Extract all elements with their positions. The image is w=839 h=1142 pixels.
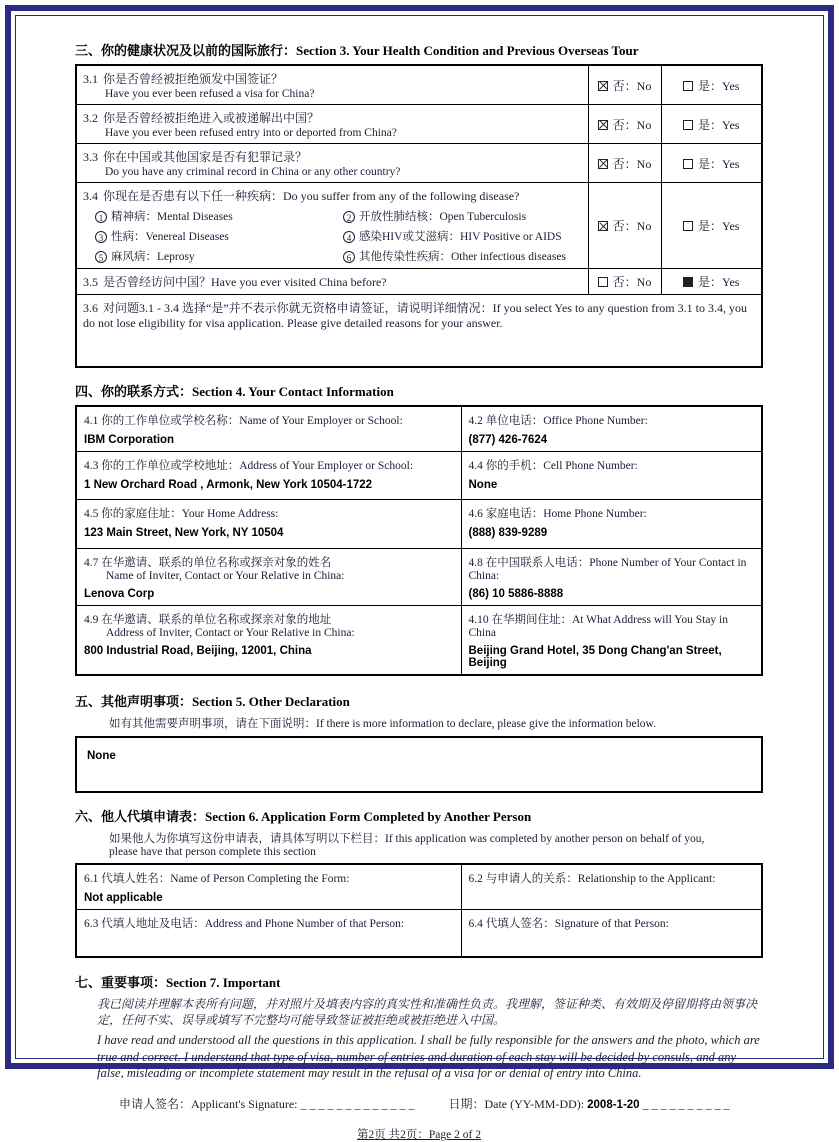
field-preparer-relationship xyxy=(461,864,762,910)
circled-number-icon: 2 xyxy=(343,211,355,223)
disease-label: 开放性肺结核：Open Tuberculosis xyxy=(359,211,527,223)
field-employer-address xyxy=(76,451,461,499)
field-preparer-name xyxy=(76,864,461,910)
section6-note-line1: 如果他人为你填写这份申请表，请具体写明以下栏目：If this application was completed by another person on behalf of you, xyxy=(109,832,705,845)
yes-label: 是：Yes xyxy=(698,156,740,171)
visa-form-page2 xyxy=(75,40,763,1142)
field-label: 6.1 代填人姓名：Name of Person Completing the Form: xyxy=(84,872,350,885)
field-label: 4.2 单位电话：Office Phone Number: xyxy=(468,414,648,427)
question-row-3-6 xyxy=(76,295,762,367)
question-text-en: Have you ever been refused a visa for China? xyxy=(105,88,315,100)
field-label: 4.10 在华期间住址：At What Address will You Stay in China xyxy=(468,613,729,639)
yes-label: 是：Yes xyxy=(698,275,740,289)
section5-note: 如有其他需要声明事项，请在下面说明：If there is more information to declare, please give the information below. xyxy=(109,717,656,730)
field-china-contact-phone xyxy=(461,548,762,605)
field-value: 123 Main Street, New York, NY 10504 xyxy=(84,526,284,539)
section7-title: 七、重要事项：Section 7. Important xyxy=(75,975,281,990)
field-employer-name xyxy=(76,406,461,452)
circled-number-icon: 5 xyxy=(95,251,107,263)
field-home-phone xyxy=(461,499,762,548)
field-label: 4.6 家庭电话：Home Phone Number: xyxy=(468,507,647,520)
disease-item xyxy=(343,228,582,244)
field-label-en: Address of Inviter, Contact or Your Relative in China: xyxy=(106,626,355,639)
field-inviter-address xyxy=(76,605,461,675)
question-text-en: Have you ever been refused entry into or deported from China? xyxy=(105,127,397,139)
field-value: 1 New Orchard Road , Armonk, New York 10504-1722 xyxy=(84,478,373,491)
circled-number-icon: 4 xyxy=(343,231,355,243)
disease-label: 其他传染性疾病：Other infectious diseases xyxy=(359,251,566,263)
field-label: 4.3 你的工作单位或学校地址：Address of Your Employer or School: xyxy=(84,459,414,472)
checkbox-yes-3-5[interactable] xyxy=(683,277,693,287)
field-preparer-address-phone xyxy=(76,909,461,957)
page-number-footer: 第2页 共2页：Page 2 of 2 xyxy=(357,1129,481,1142)
section5-title: 五、其他声明事项：Section 5. Other Declaration xyxy=(75,693,350,709)
checkbox-no-3-4[interactable] xyxy=(598,221,608,231)
section3-table xyxy=(75,64,763,368)
field-inviter-name xyxy=(76,548,461,605)
section4-table xyxy=(75,405,763,676)
disease-item xyxy=(343,208,582,224)
checkbox-yes-3-3[interactable] xyxy=(683,159,693,169)
checkbox-no-3-1[interactable] xyxy=(598,81,608,91)
field-home-address xyxy=(76,499,461,548)
question-number: 3.1 xyxy=(83,72,98,86)
field-value: (877) 426-7624 xyxy=(468,433,548,446)
checkbox-no-3-5[interactable] xyxy=(598,277,608,287)
field-value: (888) 839-9289 xyxy=(468,526,548,539)
disease-item xyxy=(95,248,343,264)
table-row xyxy=(76,909,762,957)
field-label: 4.8 在中国联系人电话：Phone Number of Your Contact in China: xyxy=(468,556,747,582)
no-label: 否：No xyxy=(612,78,652,93)
disease-item xyxy=(95,228,343,244)
field-office-phone xyxy=(461,406,762,452)
question-row-3-2 xyxy=(76,105,762,144)
field-value: Lenova Corp xyxy=(84,587,155,600)
field-label: 4.7 在华邀请、联系的单位名称或探亲对象的姓名 xyxy=(84,556,332,569)
field-stay-address xyxy=(461,605,762,675)
table-row xyxy=(76,406,762,452)
question-row-3-4 xyxy=(76,183,762,269)
date-value: 2008-1-20 xyxy=(587,1099,640,1112)
table-row xyxy=(76,499,762,548)
field-label: 4.9 在华邀请、联系的单位名称或探亲对象的地址 xyxy=(84,613,332,626)
field-label-en: Name of Inviter, Contact or Your Relative in China: xyxy=(106,569,345,582)
disease-label: 麻风病：Leprosy xyxy=(111,251,195,263)
question-text-zh: 你是否曾经被拒绝进入或被递解出中国？ xyxy=(103,111,320,125)
table-row xyxy=(76,548,762,605)
field-value: None xyxy=(468,478,498,491)
disease-label: 性病：Venereal Diseases xyxy=(111,231,229,243)
question-number: 3.6 xyxy=(83,301,98,315)
question-row-3-1 xyxy=(76,65,762,105)
question-text: 是否曾经访问中国？Have you ever visited China before? xyxy=(103,275,387,289)
date-label: 日期：Date (YY-MM-DD): xyxy=(448,1097,585,1112)
field-value: 800 Industrial Road, Beijing, 12001, China xyxy=(84,644,312,657)
field-preparer-signature xyxy=(461,909,762,957)
field-value: IBM Corporation xyxy=(84,433,175,446)
table-row xyxy=(76,451,762,499)
disease-label: 精神病：Mental Diseases xyxy=(111,211,233,223)
checkbox-yes-3-2[interactable] xyxy=(683,120,693,130)
disease-item xyxy=(95,208,343,224)
section4-title: 四、你的联系方式：Section 4. Your Contact Information xyxy=(75,383,394,399)
yes-label: 是：Yes xyxy=(698,117,740,132)
field-value: (86) 10 5886-8888 xyxy=(468,587,564,600)
section6-note-line2: please have that person complete this section xyxy=(109,845,316,858)
question-text-zh: 你是否曾经被拒绝颁发中国签证？ xyxy=(103,72,284,86)
field-cell-phone xyxy=(461,451,762,499)
field-value: Not applicable xyxy=(84,891,163,904)
checkbox-no-3-2[interactable] xyxy=(598,120,608,130)
declaration-value: None xyxy=(87,749,116,762)
no-label: 否：No xyxy=(612,219,652,233)
checkbox-yes-3-4[interactable] xyxy=(683,221,693,231)
section6-title: 六、他人代填申请表：Section 6. Application Form Completed by Another Person xyxy=(75,808,532,824)
question-row-3-3 xyxy=(76,144,762,183)
question-number: 3.2 xyxy=(83,111,98,125)
applicant-signature-line[interactable]: _ _ _ _ _ _ _ _ _ _ _ _ _ xyxy=(300,1097,415,1112)
field-label: 4.4 你的手机：Cell Phone Number: xyxy=(468,459,638,472)
question-text-zh: 你在中国或其他国家是否有犯罪记录？ xyxy=(103,150,308,164)
important-declaration-en: I have read and understood all the questions in this application. I shall be fully responsible for the answers and the photo, which are true and correct. I understand that type of visa, number of entries and duration of each stay will be decided by consuls, and any false, misleading or incomplete statement may result in the refusal of a visa for or denial of entry into China. xyxy=(97,1033,760,1080)
field-label: 4.1 你的工作单位或学校名称：Name of Your Employer or School: xyxy=(84,414,403,427)
other-declaration-box xyxy=(75,736,763,793)
no-label: 否：No xyxy=(612,117,652,132)
circled-number-icon: 3 xyxy=(95,231,107,243)
yes-label: 是：Yes xyxy=(698,78,740,93)
circled-number-icon: 6 xyxy=(343,251,355,263)
date-line: _ _ _ _ _ _ _ _ _ _ xyxy=(642,1097,730,1112)
question-number: 3.3 xyxy=(83,150,98,164)
field-label: 4.5 你的家庭住址：Your Home Address: xyxy=(84,507,279,520)
field-value: Beijing Grand Hotel, 35 Dong Chang'an Street, Beijing xyxy=(468,644,722,669)
question-row-3-5 xyxy=(76,269,762,295)
section6-table xyxy=(75,863,763,959)
section3-title: 三、你的健康状况及以前的国际旅行：Section 3. Your Health Condition and Previous Overseas Tour xyxy=(75,43,639,58)
disease-list xyxy=(95,208,582,264)
applicant-signature-label: 申请人签名：Applicant's Signature: xyxy=(119,1097,298,1112)
section6-note xyxy=(109,830,763,858)
disease-label: 感染HIV或艾滋病：HIV Positive or AIDS xyxy=(359,231,562,243)
question-text: 你现在是否患有以下任一种疾病：Do you suffer from any of the following disease? xyxy=(103,189,520,203)
no-label: 否：No xyxy=(612,156,652,171)
disease-item xyxy=(343,248,582,264)
checkbox-yes-3-1[interactable] xyxy=(683,81,693,91)
checkbox-no-3-3[interactable] xyxy=(598,159,608,169)
question-text-en: Do you have any criminal record in China or any other country? xyxy=(105,166,401,178)
field-label: 6.2 与申请人的关系：Relationship to the Applicant: xyxy=(468,872,716,885)
table-row xyxy=(76,864,762,910)
field-label: 6.4 代填人签名：Signature of that Person: xyxy=(468,917,669,930)
table-row xyxy=(76,605,762,675)
circled-number-icon: 1 xyxy=(95,211,107,223)
yes-label: 是：Yes xyxy=(698,219,740,233)
no-label: 否：No xyxy=(612,275,652,289)
important-declaration-zh: 我已阅读并理解本表所有问题，并对照片及填表内容的真实性和准确性负责。我理解，签证种类、有效期及停留期将由领事决定，任何不实、误导或填写不完整均可能导致签证被拒绝或被拒绝进入中国。 xyxy=(97,997,758,1028)
question-number: 3.5 xyxy=(83,275,98,289)
question-number: 3.4 xyxy=(83,189,98,203)
signature-row xyxy=(119,1095,763,1112)
question-text: 对问题3.1 - 3.4 选择“是”并不表示你就无资格申请签证，请说明详细情况：If you select Yes to any question from 3.1 to 3.4, you do not lose eligibility for visa application. Please give detailed reasons for your answer. xyxy=(83,301,747,330)
field-label: 6.3 代填人地址及电话：Address and Phone Number of that Person: xyxy=(84,917,405,930)
